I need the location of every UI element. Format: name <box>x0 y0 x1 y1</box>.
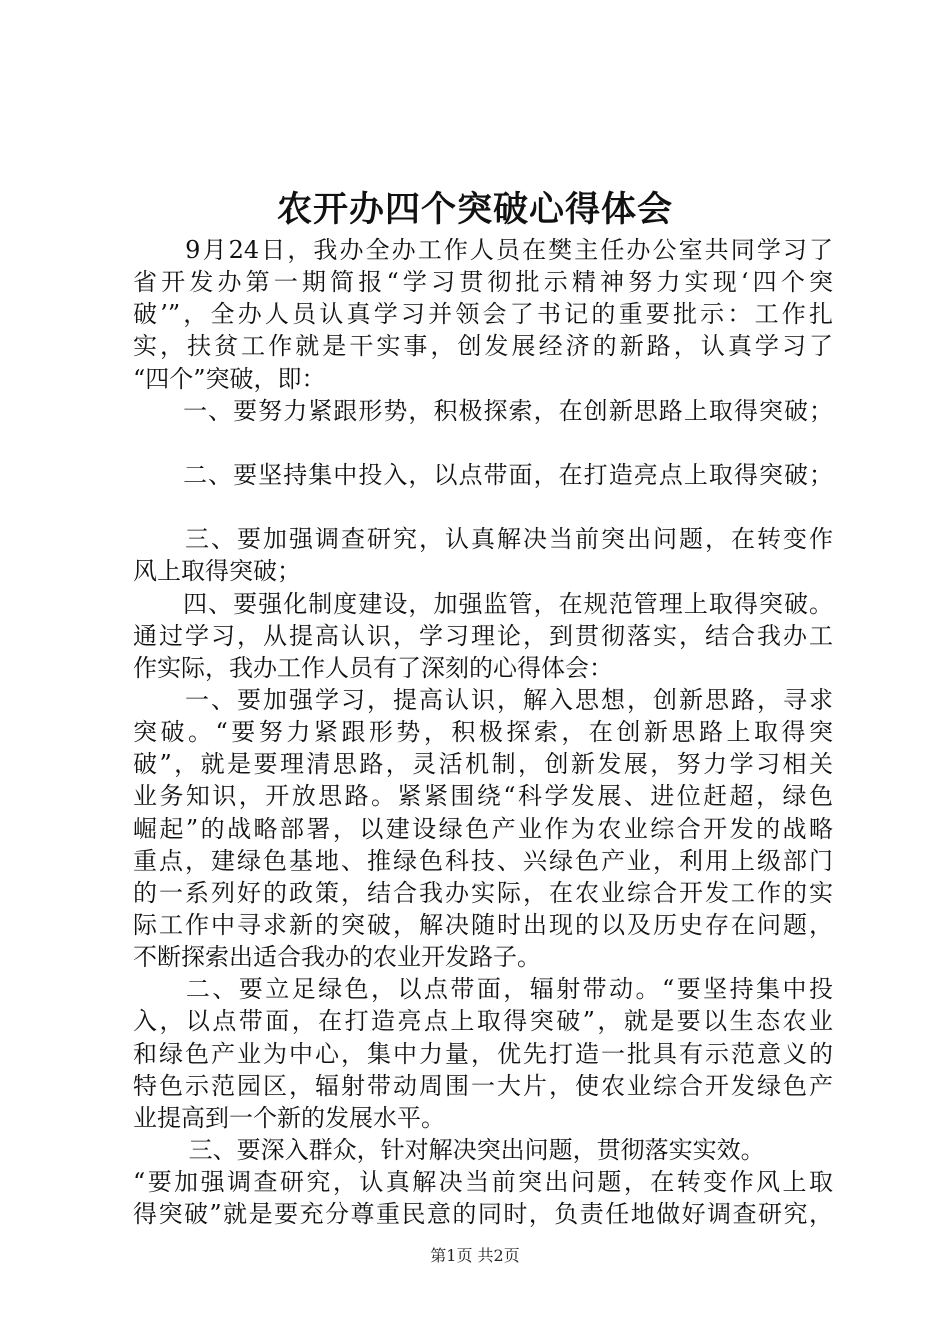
text-line: 崛起”的战略部署，以建设绿色产业作为农业综合开发的战略 <box>133 814 833 843</box>
text-line: 破’”，全办人员认真学习并领会了书记的重要批示：工作扎 <box>133 300 833 329</box>
text-line: 的一系列好的政策，结合我办实际，在农业综合开发工作的实 <box>133 878 833 907</box>
text-line: 一、要努力紧跟形势，积极探索，在创新思路上取得突破； <box>133 396 833 425</box>
blank-line <box>133 427 833 459</box>
text-line: 不断探索出适合我办的农业开发路子。 <box>133 943 541 972</box>
text-line: “要加强调查研究，认真解决当前突出问题，在转变作风上取 <box>133 1168 833 1197</box>
text-line: 破”，就是要理清思路，灵活机制，创新发展，努力学习相关 <box>133 750 833 779</box>
text-line: 一、要加强学习，提高认识，解入思想，创新思路，寻求 <box>133 685 833 714</box>
text-line: 二、要坚持集中投入，以点带面，在打造亮点上取得突破； <box>133 460 833 489</box>
text-line: 重点，建绿色基地、推绿色科技、兴绿色产业，利用上级部门 <box>133 846 833 875</box>
text-line: 特色示范园区，辐射带动周围一大片，使农业综合开发绿色产 <box>133 1071 833 1100</box>
blank-line <box>133 491 833 523</box>
document-title: 农开办四个突破心得体会 <box>276 189 673 230</box>
text-line: 和绿色产业为中心，集中力量，优先打造一批具有示范意义的 <box>133 1039 833 1068</box>
document-body <box>133 234 833 1230</box>
text-line: 风上取得突破； <box>133 557 301 586</box>
text-line: 际工作中寻求新的突破，解决随时出现的以及历史存在问题， <box>133 910 833 939</box>
text-line: 省开发办第一期简报“学习贯彻批示精神努力实现‘四个突 <box>133 268 833 297</box>
text-line: 得突破”就是要充分尊重民意的同时，负责任地做好调查研究， <box>133 1200 833 1229</box>
text-line: 实，扶贫工作就是干实事，创发展经济的新路，认真学习了 <box>133 332 833 361</box>
text-line: 业提高到一个新的发展水平。 <box>133 1103 445 1132</box>
text-line: 入，以点带面，在打造亮点上取得突破”，就是要以生态农业 <box>133 1007 833 1036</box>
text-line: “四个”突破，即： <box>133 364 326 393</box>
text-line: 作实际，我办工作人员有了深刻的心得体会： <box>133 653 613 682</box>
page-footer: 第1页 共2页 <box>430 1246 520 1265</box>
text-line: 三、要加强调查研究，认真解决当前突出问题，在转变作 <box>133 525 833 554</box>
text-line: 二、要立足绿色，以点带面，辐射带动。“要坚持集中投 <box>133 975 833 1004</box>
text-line: 四、要强化制度建设，加强监管，在规范管理上取得突破。 <box>133 589 833 618</box>
text-line: 业务知识，开放思路。紧紧围绕“科学发展、进位赶超，绿色 <box>133 782 833 811</box>
text-line: 9月24日，我办全办工作人员在樊主任办公室共同学习了 <box>133 236 833 264</box>
text-line: 通过学习，从提高认识，学习理论，到贯彻落实，结合我办工 <box>133 621 833 650</box>
text-line: 突破。“要努力紧跟形势，积极探索，在创新思路上取得突 <box>133 718 833 747</box>
text-line: 三、要深入群众，针对解决突出问题，贯彻落实实效。 <box>133 1135 765 1164</box>
